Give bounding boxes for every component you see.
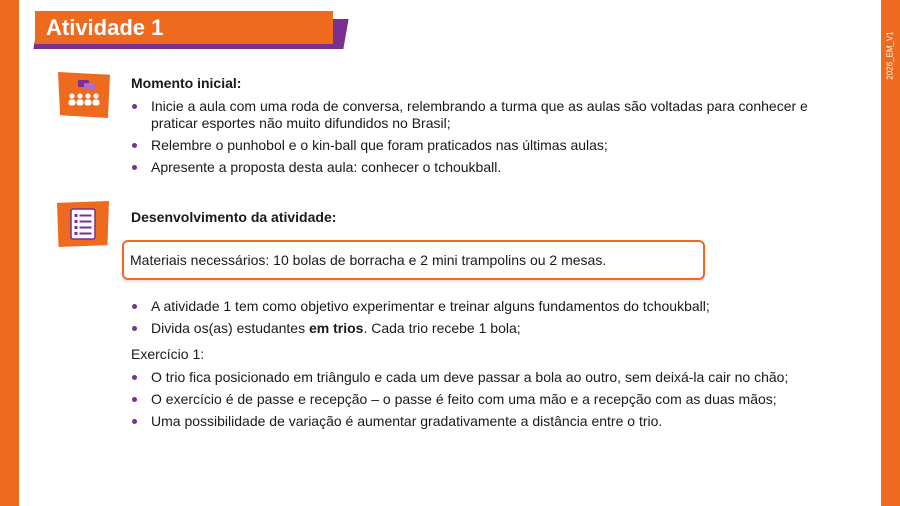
group-conversation-icon [58,72,110,118]
desenvolvimento-list [131,298,831,342]
left-border-bar [0,0,19,506]
page-title: Atividade 1 [46,14,164,40]
exercise-label: Exercício 1: [131,346,205,362]
side-code-label: 2026_EM_V1 [886,30,896,80]
materials-text: Materiais necessários: 10 bolas de borracha e 2 mini trampolins ou 2 mesas. [130,252,607,268]
checklist-icon [57,201,109,247]
list-item: O trio fica posicionado em triângulo e cada um deve passar a bola ao outro, sem deixá-la cair no chão; [131,369,831,386]
title-banner [35,11,333,44]
list-item: Uma possibilidade de variação é aumentar gradativamente a distância entre o trio. [131,413,831,430]
exercise-list [131,369,831,435]
list-item: Relembre o punhobol e o kin-ball que foram praticados nas últimas aulas; [131,137,831,154]
list-item: Apresente a proposta desta aula: conhecer o tchoukball. [131,159,831,176]
section-heading-momento-inicial: Momento inicial: [131,75,242,91]
list-item: O exercício é de passe e recepção – o passe é feito com uma mão e a recepção com as duas mãos; [131,391,831,408]
materials-box [122,240,705,280]
list-item: A atividade 1 tem como objetivo experimentar e treinar alguns fundamentos do tchoukball; [131,298,831,315]
momento-inicial-list [131,98,831,181]
section-heading-desenvolvimento: Desenvolvimento da atividade: [131,209,337,225]
list-item: Inicie a aula com uma roda de conversa, relembrando a turma que as aulas são voltadas para conhecer e praticar esportes não muito difundidos no Brasil; [131,98,831,132]
list-item-trios: Divida os(as) estudantes em trios. Cada trio recebe 1 bola; [131,320,831,337]
